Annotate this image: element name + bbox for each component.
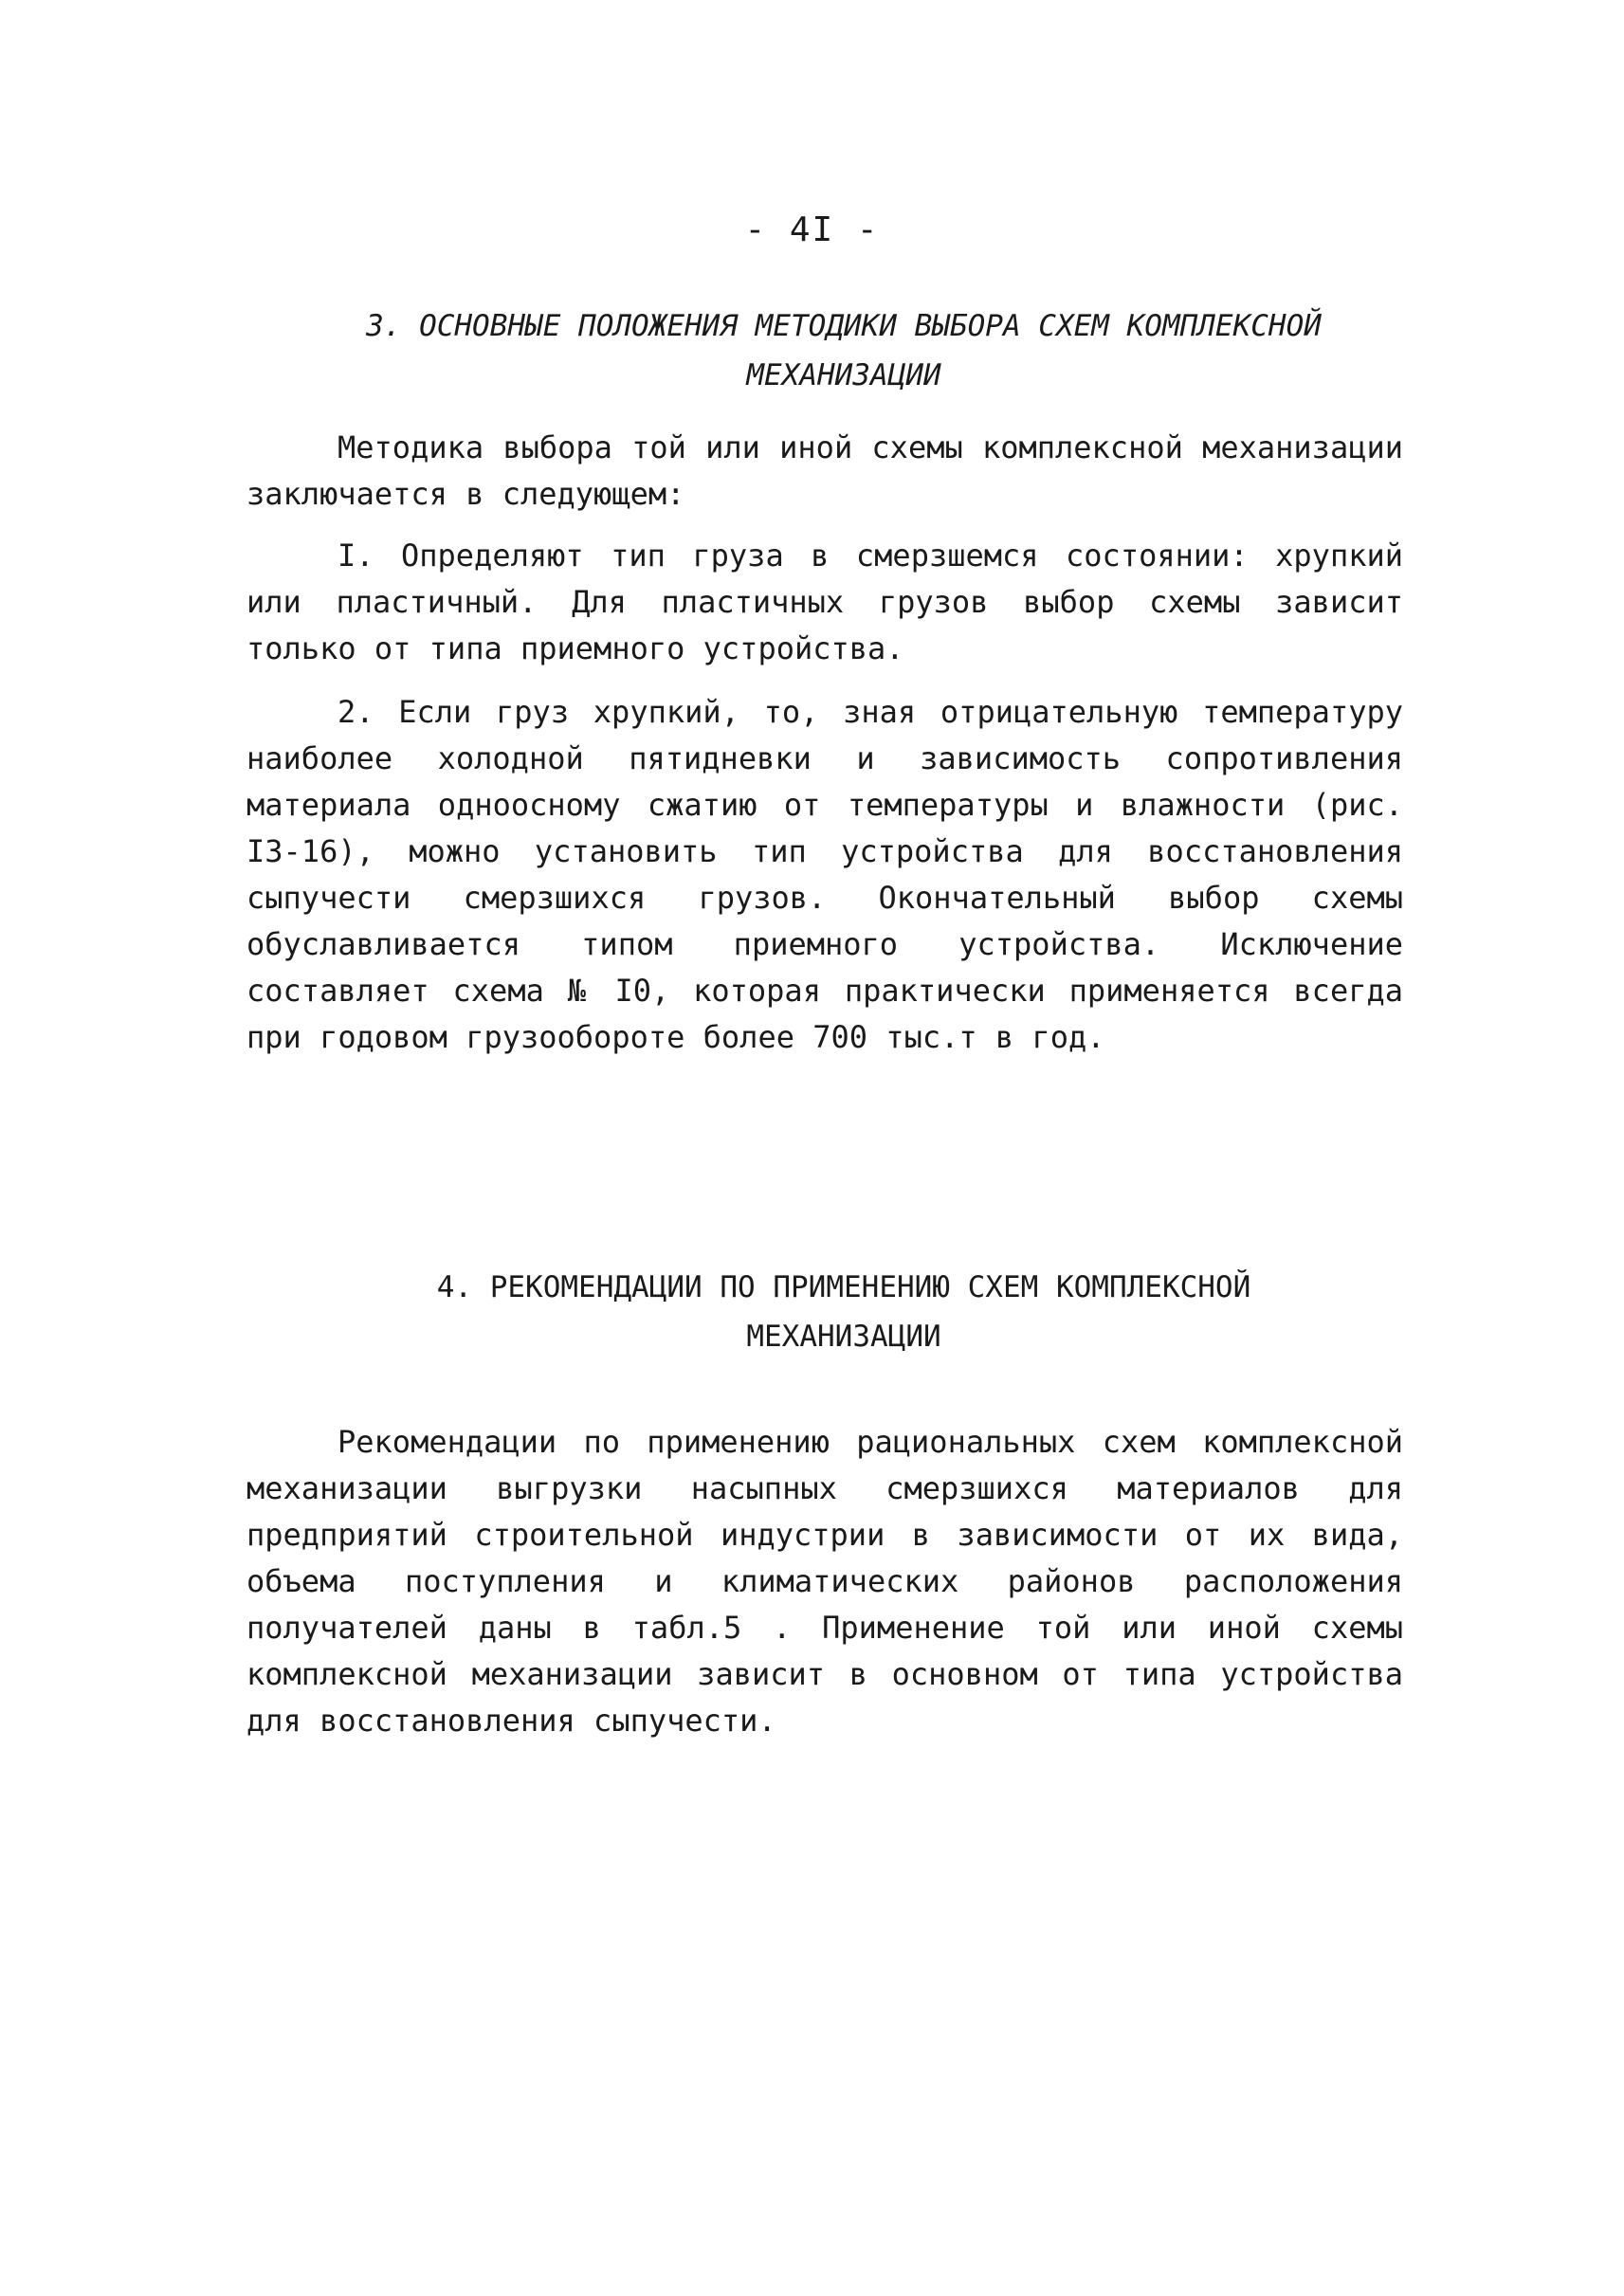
section-3-heading-line-1: 3. ОСНОВНЫЕ ПОЛОЖЕНИЯ МЕТОДИКИ ВЫБОРА СХЕМ КОМПЛЕКСНОЙ	[366, 309, 1322, 343]
section-4-heading	[284, 1263, 1403, 1361]
section-3-paragraph-intro: Методика выбора той или иной схемы комплексной механизации заключается в следующем:	[246, 429, 1403, 512]
section-3-paragraph-item-1: I. Определяют тип груза в смерзшемся состоянии: хрупкий или пластичный. Для пластичных грузов выбор схемы зависит только от типа приемного устройства.	[246, 538, 1403, 666]
section-3-heading-line-2: МЕХАНИЗАЦИИ	[746, 358, 941, 392]
section-3-paragraph-item-2: 2. Если груз хрупкий, то, зная отрицательную температуру наиболее холодной пятидневки и зависимость сопротивления материала одноосному сжатию от температуры и влажности (рис. I3-16), можно установить тип устройства для восстановления сыпучести смерзшихся грузов. Окончательный выбор схемы обуславливается типом приемного устройства. Исключение составляет схема № I0, которая практически применяется всегда при годовом грузообороте более 700 тыс.т в год.	[246, 694, 1403, 1055]
section-4-heading-line-1: 4. РЕКОМЕНДАЦИИ ПО ПРИМЕНЕНИЮ СХЕМ КОМПЛЕКСНОЙ	[436, 1270, 1251, 1304]
section-3-heading	[284, 301, 1403, 400]
page-number: - 4I -	[744, 210, 880, 249]
section-4-heading-line-2: МЕХАНИЗАЦИИ	[746, 1320, 941, 1354]
section-4-paragraph: Рекомендации по применению рациональных схем комплексной механизации выгрузки насыпных смерзшихся материалов для предприятий строительной индустрии в зависимости от их вида, объема поступления и климатических районов расположения получателей даны в табл.5 . Применение той или иной схемы комплексной механизации зависит в основном от типа устройства для восстановления сыпучести.	[246, 1424, 1403, 1739]
